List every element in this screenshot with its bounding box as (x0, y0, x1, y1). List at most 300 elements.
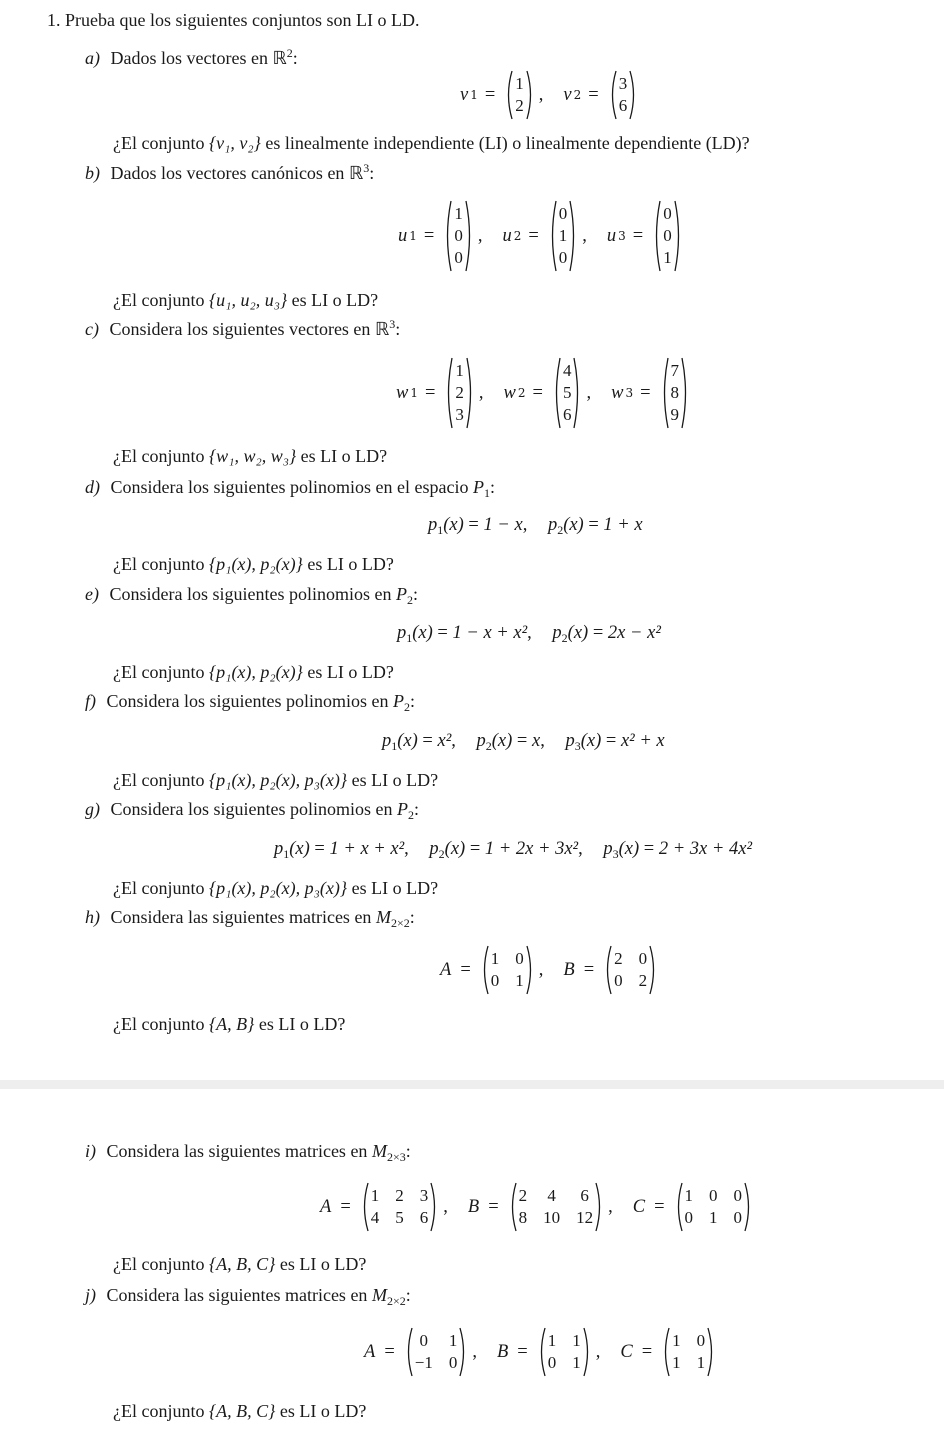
comma: , (538, 960, 544, 980)
p-symbol: p (429, 839, 439, 859)
item-e-set: {p₁(x), p₂(x)} (208, 662, 303, 682)
matrix-j-A (404, 1327, 469, 1377)
matrix-entry: 1 (515, 74, 524, 93)
item-h-question (113, 1013, 345, 1035)
p-symbol: p (274, 839, 284, 859)
right-paren (649, 945, 658, 995)
item-i-set: {A, B, C} (208, 1254, 276, 1274)
item-c-intro: c) Considera los siguientes vectores en ℝ$^3$: (85, 317, 401, 339)
matrix-entry: 0 (696, 1331, 706, 1350)
item-i-question-pre: ¿El conjunto (113, 1254, 209, 1274)
comma: , (540, 731, 545, 751)
matrix-entry: 1 (515, 971, 524, 990)
vector-v2 (608, 70, 639, 120)
item-f-label: f) (85, 691, 96, 711)
matrix-entry: 6 (580, 1186, 589, 1205)
item-g-intro-text: Considera los siguientes polinomios en (110, 799, 397, 819)
eq-sign: = (437, 623, 448, 643)
item-g-intro: g) Considera los siguientes polinomios en $P_2$: (85, 799, 419, 822)
right-paren (629, 70, 638, 120)
left-paren (652, 200, 661, 272)
matrix-i-A (360, 1182, 440, 1232)
matrix-entry: 1 (696, 1353, 706, 1372)
item-e-question (113, 661, 394, 683)
problem-statement: Prueba que los siguientes conjuntos son LI o LD. (65, 10, 420, 30)
matrix-entry: 1 (370, 1186, 380, 1205)
item-f-question-pre: ¿El conjunto (113, 770, 209, 790)
matrix-i-C (674, 1182, 754, 1232)
item-c-equation: w 1 = 1 2 3 , w 2 = 4 5 6 , w 3 = 7 8 9 (394, 354, 692, 432)
matrix-A-name: A (320, 1197, 332, 1217)
item-b-space-exp: 3 (363, 161, 370, 175)
matrix-A-name: A (440, 960, 452, 980)
item-b-intro-text: Dados los vectores canónicos en (110, 163, 349, 183)
item-e-question-post: es LI o LD? (302, 662, 394, 682)
v2-name: v (563, 85, 572, 105)
item-f-equation (382, 730, 665, 752)
matrix-entry: 0 (733, 1208, 743, 1227)
item-e-question-pre: ¿El conjunto (113, 662, 209, 682)
item-j-question-pre: ¿El conjunto (113, 1401, 209, 1421)
left-paren (674, 1182, 683, 1232)
matrix-entry: 0 (490, 971, 500, 990)
item-j-label: j) (85, 1285, 96, 1305)
eq-sign: = (516, 731, 528, 751)
item-g-label: g) (85, 799, 100, 819)
x-arg: (x) (580, 731, 602, 751)
matrix-i-B (508, 1182, 605, 1232)
matrix-entry: 0 (614, 971, 623, 990)
matrix-entry: 0 (663, 204, 672, 223)
eq-sign: = (528, 226, 539, 246)
right-paren (707, 1327, 716, 1377)
item-b-set: {u₁, u₂, u₃} (208, 290, 288, 310)
item-a-set: {v₁, v₂} (208, 133, 261, 153)
item-h-intro-text: Considera las siguientes matrices en (110, 907, 376, 927)
page-separator (0, 1080, 944, 1089)
eq-sign: = (422, 731, 433, 751)
item-b-intro: b) Dados los vectores canónicos en ℝ$^3$: (85, 161, 375, 183)
matrix-entry: 1 (454, 204, 463, 223)
matrix-B-name: B (563, 960, 575, 980)
x-arg: (x) (443, 515, 464, 535)
p-symbol: p (547, 515, 558, 535)
vector-w3 (660, 357, 691, 429)
left-paren (537, 1327, 546, 1377)
p2-sub: 2 (438, 847, 445, 861)
eq-sign: = (340, 1197, 351, 1217)
comma: , (451, 731, 456, 751)
item-d-set: {p₁(x), p₂(x)} (208, 554, 303, 574)
matrix-entry: 3 (618, 74, 628, 93)
matrix-entry: −1 (414, 1353, 433, 1372)
matrix-entry: 0 (684, 1208, 694, 1227)
item-b-question-post: es LI o LD? (287, 290, 379, 310)
right-paren (459, 1327, 468, 1377)
right-paren (744, 1182, 753, 1232)
p2-sub: 2 (557, 523, 564, 537)
left-paren (504, 70, 513, 120)
item-b-space: ℝ (348, 163, 364, 183)
matrix-entry: 5 (562, 383, 572, 402)
matrix-entry: 1 (547, 1331, 557, 1350)
item-f-question-post: es LI o LD? (347, 770, 439, 790)
p1-sub: 1 (437, 523, 444, 537)
matrix-entry: 0 (558, 248, 568, 267)
matrix-entries (661, 203, 674, 269)
item-d-p2: 1 + x (603, 515, 643, 535)
right-paren (583, 1327, 592, 1377)
p1-sub: 1 (391, 739, 398, 753)
item-j-set: {A, B, C} (208, 1401, 276, 1421)
item-e-intro: e) Considera los siguientes polinomios en $P_2$: (85, 584, 418, 607)
eq-sign: = (605, 731, 617, 751)
right-paren (430, 1182, 439, 1232)
vector-u2 (548, 200, 579, 272)
item-i-label: i) (85, 1141, 96, 1161)
matrix-entry: 6 (419, 1208, 429, 1227)
matrix-entry: 0 (454, 226, 463, 245)
x-arg: (x) (491, 731, 513, 751)
matrix-entry: 1 (672, 1331, 681, 1350)
item-f-question (113, 769, 438, 791)
item-a-space-exp: 2 (286, 46, 293, 60)
matrix-j-C (661, 1327, 716, 1377)
item-d-p1: 1 − x (483, 515, 523, 535)
eq-sign: = (592, 623, 604, 643)
x-arg: (x) (563, 515, 584, 535)
vector-w1 (444, 357, 475, 429)
matrix-entry: 1 (684, 1186, 694, 1205)
right-paren (466, 357, 475, 429)
item-a-intro: a) Dados los vectores en ℝ$^2$: (85, 46, 298, 68)
matrix-entry: 1 (448, 1331, 458, 1350)
matrix-entry: 0 (419, 1331, 429, 1350)
matrix-entry: 5 (395, 1208, 404, 1227)
right-paren (674, 200, 683, 272)
item-c-question-post: es LI o LD? (296, 446, 388, 466)
item-d-equation (428, 514, 643, 536)
item-e-p1: 1 − x + x² (452, 623, 528, 643)
left-paren (661, 1327, 670, 1377)
vector-v1 (504, 70, 535, 120)
item-f-intro: f) Considera los siguientes polinomios en $P_2$: (85, 691, 415, 714)
item-f-space-sub: 2 (403, 700, 410, 714)
left-paren (552, 357, 561, 429)
p-symbol: p (552, 623, 562, 643)
matrix-entry: 1 (490, 949, 500, 968)
matrix-entry: 3 (419, 1186, 429, 1205)
matrix-C-name: C (620, 1342, 633, 1362)
item-f-p1: x² (437, 731, 452, 751)
right-paren (569, 200, 578, 272)
page-2 (0, 1089, 944, 1439)
matrix-entries (669, 360, 682, 426)
item-i-equation (318, 1180, 755, 1234)
item-g-p1: 1 + x + x² (329, 839, 405, 859)
left-paren (444, 357, 453, 429)
item-b-label: b) (85, 163, 100, 183)
p2-sub: 2 (561, 631, 568, 645)
matrix-B-name: B (467, 1197, 480, 1217)
item-d-question (113, 553, 394, 575)
item-d-space-sub: 1 (483, 486, 490, 500)
item-f-set: {p₁(x), p₂(x), p₃(x)} (208, 770, 348, 790)
x-arg: (x) (412, 623, 433, 643)
left-paren (360, 1182, 369, 1232)
eq-sign: = (488, 1197, 499, 1217)
matrix-entry: 1 (572, 1353, 581, 1372)
matrix-A-name: A (364, 1342, 376, 1362)
left-paren (508, 1182, 517, 1232)
matrix-B-name: B (496, 1342, 509, 1362)
right-paren (595, 1182, 604, 1232)
matrix-entries (489, 948, 526, 992)
item-h-question-pre: ¿El conjunto (113, 1014, 209, 1034)
p-symbol: p (565, 731, 575, 751)
w3-name: w (611, 383, 624, 403)
p1-sub: 1 (283, 847, 290, 861)
item-h-label: h) (85, 907, 100, 927)
matrix-entry: 0 (454, 248, 463, 267)
matrix-entries (557, 203, 570, 269)
item-a-label: a) (85, 48, 100, 68)
item-d-intro: d) Considera los siguientes polinomios en el espacio $P_1$: (85, 477, 495, 500)
item-e-space-sub: 2 (406, 593, 413, 607)
w2-name: w (503, 383, 516, 403)
comma: , (608, 1197, 613, 1217)
matrix-entry: 2 (638, 971, 648, 990)
left-paren (660, 357, 669, 429)
matrix-entry: 9 (670, 405, 680, 424)
u1-name: u (398, 226, 408, 246)
eq-sign: = (484, 85, 496, 105)
right-paren (526, 945, 535, 995)
item-j-space-sub: 2×2 (386, 1294, 406, 1308)
matrix-entry: 4 (370, 1208, 380, 1227)
matrix-entry: 12 (576, 1208, 594, 1227)
item-f-intro-text: Considera los siguientes polinomios en (106, 691, 393, 711)
item-b-question-pre: ¿El conjunto (113, 290, 209, 310)
item-c-space-exp: 3 (389, 317, 396, 331)
item-i-space-sub: 2×3 (386, 1150, 406, 1164)
eq-sign: = (468, 515, 479, 535)
left-paren (443, 200, 452, 272)
left-paren (608, 70, 617, 120)
eq-sign: = (643, 839, 655, 859)
item-h-equation (438, 943, 660, 997)
matrix-h-B (603, 945, 658, 995)
x-arg: (x) (444, 839, 466, 859)
right-paren (526, 70, 535, 120)
item-g-p3: 2 + 3x + 4x² (658, 839, 753, 859)
matrix-entry: 1 (663, 248, 672, 267)
eq-sign: = (460, 960, 471, 980)
matrix-entries (612, 948, 649, 992)
p1-sub: 1 (406, 631, 413, 645)
left-paren (548, 200, 557, 272)
eq-sign: = (517, 1342, 528, 1362)
v1-name: v (460, 85, 469, 105)
p2-sub: 2 (485, 739, 492, 753)
comma: , (477, 226, 483, 246)
matrix-entries (453, 360, 466, 426)
vector-w2 (552, 357, 583, 429)
x-arg: (x) (567, 623, 589, 643)
matrix-entries (452, 203, 465, 269)
matrix-entry: 6 (618, 96, 628, 115)
right-paren (681, 357, 690, 429)
matrix-entry: 8 (518, 1208, 528, 1227)
matrix-entry: 2 (455, 383, 464, 402)
item-g-equation (274, 838, 752, 860)
item-c-space: ℝ (374, 319, 390, 339)
matrix-entry: 1 (672, 1353, 681, 1372)
matrix-j-B (537, 1327, 592, 1377)
item-b-equation: u 1 = 1 0 0 , u 2 = 0 1 0 , u 3 = 0 0 1 (396, 197, 685, 275)
comma: , (404, 839, 409, 859)
comma: , (443, 1197, 448, 1217)
item-f-space: P (392, 691, 404, 711)
matrix-entry: 6 (562, 405, 572, 424)
matrix-entry: 0 (638, 949, 648, 968)
p-symbol: p (382, 731, 392, 751)
p-symbol: p (476, 731, 486, 751)
item-a-equation: v 1 = 1 2 , v 2 = 3 6 (458, 68, 640, 122)
eq-sign: = (469, 839, 481, 859)
x-arg: (x) (397, 731, 418, 751)
matrix-entry: 0 (709, 1186, 718, 1205)
matrix-entries (561, 360, 574, 426)
left-paren (404, 1327, 413, 1377)
matrix-entry: 1 (455, 361, 464, 380)
matrix-entry: 10 (543, 1208, 561, 1227)
matrix-entry: 0 (733, 1186, 743, 1205)
item-g-question (113, 877, 438, 899)
item-g-p2: 1 + 2x + 3x² (484, 839, 579, 859)
comma: , (582, 226, 587, 246)
matrix-entries (670, 1330, 707, 1374)
comma: , (538, 85, 544, 105)
item-d-question-pre: ¿El conjunto (113, 554, 209, 574)
matrix-C-name: C (632, 1197, 646, 1217)
comma: , (578, 839, 583, 859)
p-symbol: p (397, 623, 407, 643)
item-i-space: M (371, 1141, 387, 1161)
matrix-entry: 1 (709, 1208, 718, 1227)
item-d-space: P (472, 477, 484, 497)
vector-u1 (443, 200, 474, 272)
matrix-h-A (480, 945, 535, 995)
u3-name: u (606, 226, 617, 246)
item-e-equation (397, 622, 661, 644)
matrix-entry: 4 (562, 361, 572, 380)
w1-name: w (396, 383, 409, 403)
item-j-intro: j) Considera las siguientes matrices en $M_{2\times 2}$: (85, 1285, 411, 1308)
matrix-entry: 0 (663, 226, 672, 245)
item-i-question-post: es LI o LD? (275, 1254, 367, 1274)
matrix-entry: 1 (572, 1331, 581, 1350)
item-j-space: M (371, 1285, 387, 1305)
matrix-entry: 3 (455, 405, 464, 424)
item-c-question (113, 445, 387, 467)
matrix-entries (617, 73, 630, 117)
item-a-question-post: es linealmente independiente (LI) o linealmente dependiente (LD)? (260, 133, 750, 153)
item-c-set: {w₁, w₂, w₃} (208, 446, 297, 466)
item-e-space: P (395, 584, 407, 604)
matrix-entry: 2 (518, 1186, 528, 1205)
eq-sign: = (424, 383, 436, 403)
item-j-intro-text: Considera las siguientes matrices en (106, 1285, 372, 1305)
matrix-entry: 1 (558, 226, 568, 245)
eq-sign: = (632, 226, 644, 246)
eq-sign: = (588, 515, 599, 535)
item-i-intro-text: Considera las siguientes matrices en (106, 1141, 372, 1161)
problem-number: 1. (47, 10, 61, 30)
matrix-entry: 0 (515, 949, 524, 968)
problem-header (47, 9, 419, 31)
item-g-question-post: es LI o LD? (347, 878, 439, 898)
comma: , (586, 383, 592, 403)
right-paren (465, 200, 474, 272)
item-h-set: {A, B} (208, 1014, 255, 1034)
p-symbol: p (603, 839, 613, 859)
item-a-space: ℝ (272, 48, 287, 68)
eq-sign: = (314, 839, 325, 859)
item-a-question-pre: ¿El conjunto (113, 133, 209, 153)
matrix-entries (513, 73, 526, 117)
item-e-p2: 2x − x² (607, 623, 661, 643)
eq-sign: = (654, 1197, 665, 1217)
item-e-label: e) (85, 584, 99, 604)
x-arg: (x) (289, 839, 310, 859)
matrix-entry: 4 (547, 1186, 556, 1205)
eq-sign: = (641, 1342, 653, 1362)
item-f-p3: x² + x (620, 731, 665, 751)
comma: , (527, 623, 532, 643)
item-j-question-post: es LI o LD? (275, 1401, 367, 1421)
vector-u3 (652, 200, 683, 272)
u2-name: u (502, 226, 512, 246)
right-paren (573, 357, 582, 429)
item-h-question-post: es LI o LD? (254, 1014, 346, 1034)
item-g-set: {p₁(x), p₂(x), p₃(x)} (208, 878, 348, 898)
matrix-entry: 0 (547, 1353, 557, 1372)
p3-sub: 3 (574, 739, 581, 753)
item-i-question (113, 1253, 366, 1275)
comma: , (472, 1342, 477, 1362)
item-c-question-pre: ¿El conjunto (113, 446, 209, 466)
item-d-intro-text: Considera los siguientes polinomios en el espacio (110, 477, 473, 497)
matrix-entries (369, 1185, 431, 1229)
item-g-space-sub: 2 (407, 808, 414, 822)
item-h-intro: h) Considera las siguientes matrices en $M_{2\times 2}$: (85, 907, 415, 930)
matrix-entry: 2 (395, 1186, 404, 1205)
comma: , (595, 1342, 601, 1362)
eq-sign: = (640, 383, 651, 403)
item-j-question (113, 1400, 366, 1422)
matrix-entries (546, 1330, 583, 1374)
matrix-entry: 2 (515, 96, 524, 115)
item-d-question-post: es LI o LD? (302, 554, 394, 574)
matrix-entry: 7 (670, 361, 680, 380)
item-h-space: M (375, 907, 391, 927)
item-e-intro-text: Considera los siguientes polinomios en (109, 584, 396, 604)
matrix-entries (413, 1330, 460, 1374)
matrix-entries (683, 1185, 745, 1229)
matrix-entries (517, 1185, 596, 1229)
item-j-equation (362, 1325, 718, 1379)
